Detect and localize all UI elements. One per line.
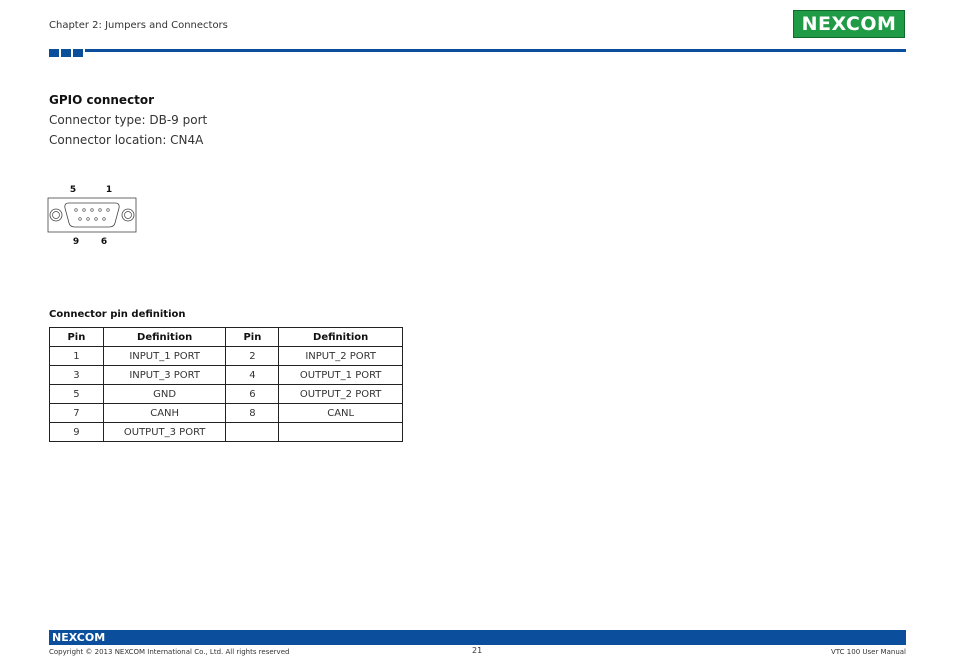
footer-logo: NEXCOM — [52, 631, 106, 644]
table-row — [50, 385, 403, 404]
table-cell: GND — [103, 385, 226, 404]
connector-location: Connector location: CN4A — [49, 133, 204, 147]
table-row — [50, 347, 403, 366]
table-cell: 9 — [50, 423, 104, 442]
table-row — [50, 366, 403, 385]
footer-bar — [49, 630, 906, 645]
table-cell: INPUT_2 PORT — [279, 347, 403, 366]
header-pin: Pin — [226, 328, 279, 347]
table-caption: Connector pin definition — [49, 309, 186, 320]
table-cell: 7 — [50, 404, 104, 423]
copyright-notice: Copyright © 2013 NEXCOM International Co., Ltd. All rights reserved — [49, 648, 290, 656]
table-cell: 5 — [50, 385, 104, 404]
nexcom-logo — [793, 10, 905, 38]
section-title: GPIO connector — [49, 93, 155, 107]
db9-connector-diagram — [47, 182, 139, 250]
pin-definition-table — [49, 327, 403, 442]
pin-holes — [75, 209, 110, 221]
table-cell: OUTPUT_2 PORT — [279, 385, 403, 404]
table-row — [50, 404, 403, 423]
table-cell: 4 — [226, 366, 279, 385]
header-square-2 — [61, 49, 71, 57]
table-cell: 8 — [226, 404, 279, 423]
logo-text: NEXCOM — [801, 13, 897, 35]
page-number: 21 — [472, 646, 483, 655]
table-row — [50, 423, 403, 442]
pin-label-6: 6 — [100, 237, 108, 247]
right-screw — [122, 209, 134, 221]
d-sub-shell — [65, 203, 119, 227]
table-cell: CANH — [103, 404, 226, 423]
table-cell: INPUT_1 PORT — [103, 347, 226, 366]
table-cell: OUTPUT_3 PORT — [103, 423, 226, 442]
header-divider — [85, 49, 906, 52]
header-definition: Definition — [279, 328, 403, 347]
pin-label-9: 9 — [72, 237, 80, 247]
table-cell — [226, 423, 279, 442]
table-header-row — [50, 328, 403, 347]
table-cell: 6 — [226, 385, 279, 404]
table-cell: 3 — [50, 366, 104, 385]
connector-type: Connector type: DB-9 port — [49, 113, 208, 127]
pin-label-5: 5 — [69, 185, 77, 195]
table-cell: 1 — [50, 347, 104, 366]
left-screw — [50, 209, 62, 221]
table-cell — [279, 423, 403, 442]
table-cell: INPUT_3 PORT — [103, 366, 226, 385]
table-cell: CANL — [279, 404, 403, 423]
table-cell: OUTPUT_1 PORT — [279, 366, 403, 385]
manual-title: VTC 100 User Manual — [831, 648, 906, 656]
header-square-3 — [73, 49, 83, 57]
header-definition: Definition — [103, 328, 226, 347]
pin-label-1: 1 — [105, 185, 113, 195]
chapter-title: Chapter 2: Jumpers and Connectors — [49, 20, 228, 31]
header-square-1 — [49, 49, 59, 57]
header-pin: Pin — [50, 328, 104, 347]
table-cell: 2 — [226, 347, 279, 366]
